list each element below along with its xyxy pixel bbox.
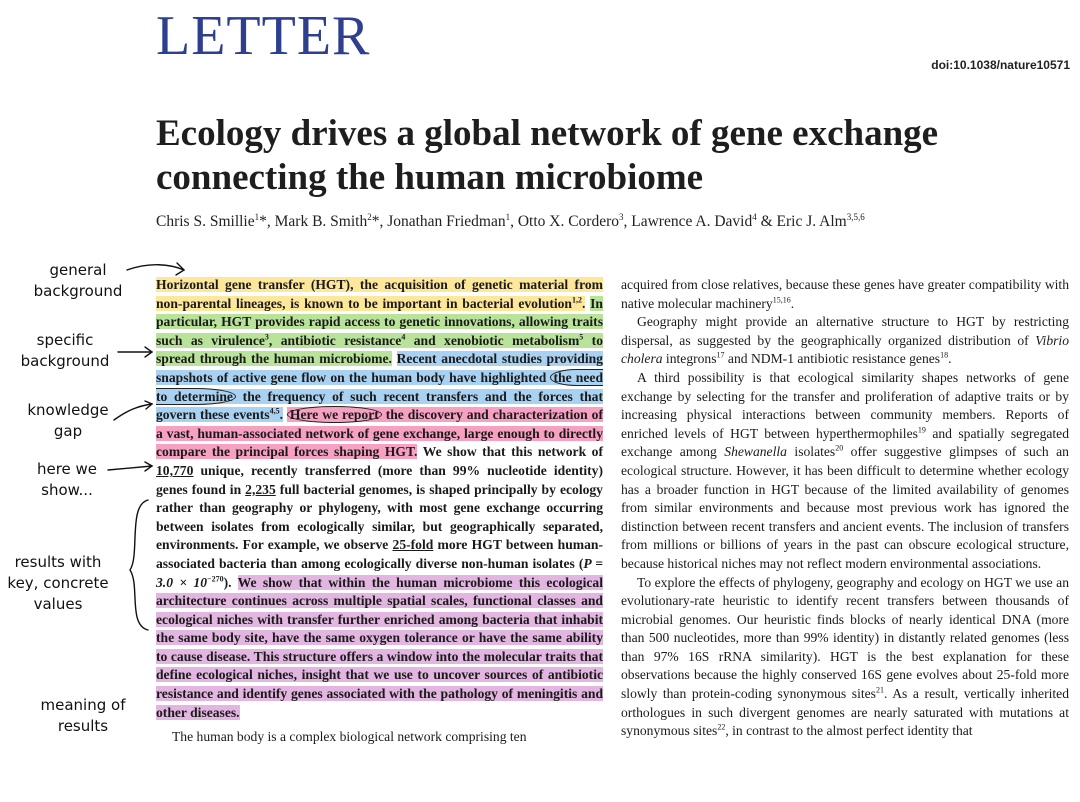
annotation-knowledge-gap: knowledge gap bbox=[27, 401, 109, 440]
annotation-results: results with key, concrete values bbox=[7, 553, 109, 613]
circled-phrase: Here we report bbox=[287, 406, 382, 423]
key-value: 2,235 bbox=[245, 481, 276, 497]
author: Lawrence A. David bbox=[631, 213, 753, 231]
body-column-right bbox=[621, 276, 1069, 741]
abstract-paragraph: Horizontal gene transfer (HGT), the acquisition of genetic material from non-parental lineages, is known to be important in bacterial evolution$^{1,2}$. In particular, HGT provides rapid access to genetic innovations, allowing traits such as virulence$^3$, antibiotic resistance$^4$ and xenobiotic metabolism$^5$ to spread through the human microbiome. Recent anecdotal studies providing snapshots of active gene flow on the human body have highlighted the need to determine the frequency of such recent transfers and the forces that govern these events$^{4,5}$. Here we report the discovery and characterization of a vast, human-associated network of gene exchange, large enough to directly compare the principal forces shaping HGT. We show that this network of 10,770 unique, recently transferred (more than 99% nucleotide identity) genes found in 2,235 full bacterial genomes, is shaped principally by ecology rather than geography or phylogeny, with most gene exchange occurring between isolates from ecologically similar, but geographically separated, environments. For example, we observe 25-fold more HGT between human-associated bacteria than among ecologically diverse non-human isolates $(P = 3.0 \times 10^{-270})$. We show that within the human microbiome this ecological architecture continues across multiple spatial scales, functional classes and ecological niches with transfer further enriched among bacteria that inhabit the same body site, have the same oxygen tolerance or have the same ability to cause disease. This structure offers a window into the molecular traits that define ecological niches, insight that we use to uncover sources of antibiotic resistance and identify genes associated with the pathology of meningitis and other diseases. The human body is a complex biological network comprising ten bbox=[156, 276, 603, 747]
author: Mark B. Smith bbox=[274, 213, 368, 231]
body-paragraph: Geography might provide an alternative structure to HGT by restricting dispersal, as suggested by the geographically organized distribution of Vibrio cholera integrons$^{17}$ and NDM-1 antibiotic resistance genes$^{18}$. bbox=[621, 314, 1069, 367]
annotation-specific-background: specific background bbox=[20, 331, 110, 370]
author: Otto X. Cordero bbox=[517, 213, 620, 231]
author-list: Chris S. Smillie$^1$*, Mark B. Smith$^2$*, Jonathan Friedman$^1$, Otto X. Cordero$^3$, Lawrence A. David$^4$ & Eric J. Alm$^{3,5,6}$ bbox=[156, 212, 865, 231]
body-paragraph: A third possibility is that ecological similarity shapes networks of gene exchange by selecting for the transfer and proliferation of adaptive traits or by increasing physical interactions between community members. Reports of enriched levels of HGT between hyperthermophiles$^{19}$ and spatially segregated exchange among Shewanella isolates$^{20}$ offer suggestive glimpses of such an ecological structure. However, it has been difficult to determine whether ecology has a broader function in HGT because of the limited availability of genomes from similar environments and because most previous work has ignored the distinction between recent transfers and ancient events. The inclusion of transfers from millions or billions of years in the past can obscure ecological structure, because historical niches may not reflect modern environmental associations. bbox=[621, 369, 1070, 571]
highlight-specific-background: In particular, HGT provides rapid access to genetic innovations, allowing traits such as virulence$^3$, antibiotic resistance$^4$ and xenobiotic metabolism$^5$ to spread through the human microbiome. bbox=[156, 295, 603, 367]
arrow-general bbox=[127, 265, 184, 270]
circled-phrase: the need to determine bbox=[156, 369, 603, 404]
body-paragraph: acquired from close relatives, because these genes have greater compatibility with native molecular machinery$^{15,16}$. bbox=[621, 277, 1069, 311]
annotation-meaning: meaning of results bbox=[40, 696, 126, 735]
annotation-here-we-show: here we show... bbox=[36, 460, 98, 499]
results-brace bbox=[130, 500, 148, 630]
body-paragraph-start: The human body is a complex biological network comprising ten bbox=[172, 729, 527, 745]
arrow-here bbox=[108, 466, 152, 470]
highlight-knowledge-gap: Recent anecdotal studies providing snapshots of active gene flow on the human body have highlighted the need to determine the frequency of such recent transfers and the forces that govern these events$^{4,5}$. bbox=[156, 351, 603, 423]
annotation-general-background: general background bbox=[33, 261, 123, 300]
body-paragraph: To explore the effects of phylogeny, geography and ecology on HGT we use an evolutionary-rate heuristic to identify recent transfers between thousands of microbial genomes. Our heuristic finds blocks of nearly identical DNA (more than 500 nucleotides, more than 99% identity) in distantly related genomes (less than 97% 16S rRNA similarity). HGT is the best explanation for these observations because the highly conserved 16S gene evolves about 25-fold more slowly than protein-coding synonymous sites$^{21}$. As a result, vertically inherited orthologues in such divergent genomes are nearly saturated with mutations at synonymous sites$^{22}$, in contrast to the almost perfect identity that bbox=[621, 574, 1069, 739]
journal-masthead: LETTER bbox=[156, 5, 371, 67]
doi-label: doi:10.1038/nature10571 bbox=[931, 58, 1070, 72]
author: Jonathan Friedman bbox=[387, 213, 506, 231]
highlight-here-we-show: Here we report the discovery and characterization of a vast, human-associated network of gene exchange, large enough to directly compare the principal forces shaping HGT. bbox=[156, 407, 603, 460]
key-value: 25-fold bbox=[392, 537, 434, 553]
highlight-meaning: We show that within the human microbiome this ecological architecture continues across multiple spatial scales, functional classes and ecological niches with transfer further enriched among bacteria that inhabit the same body site, have the same oxygen tolerance or have the same ability to cause disease. This structure offers a window into the molecular traits that define ecological niches, insight that we use to uncover sources of antibiotic resistance and identify genes associated with the pathology of meningitis and other diseases. bbox=[156, 574, 603, 720]
article-title: Ecology drives a global network of gene exchange connecting the human microbiome bbox=[156, 113, 939, 198]
author: Chris S. Smillie bbox=[156, 213, 255, 231]
highlight-general-background: Horizontal gene transfer (HGT), the acquisition of genetic material from non-parental lineages, is known to be important in bacterial evolution$^{1,2}$. bbox=[156, 277, 603, 311]
key-value: 10,770 bbox=[156, 462, 194, 478]
arrow-gap bbox=[114, 404, 152, 420]
author: Eric J. Alm bbox=[776, 213, 847, 231]
